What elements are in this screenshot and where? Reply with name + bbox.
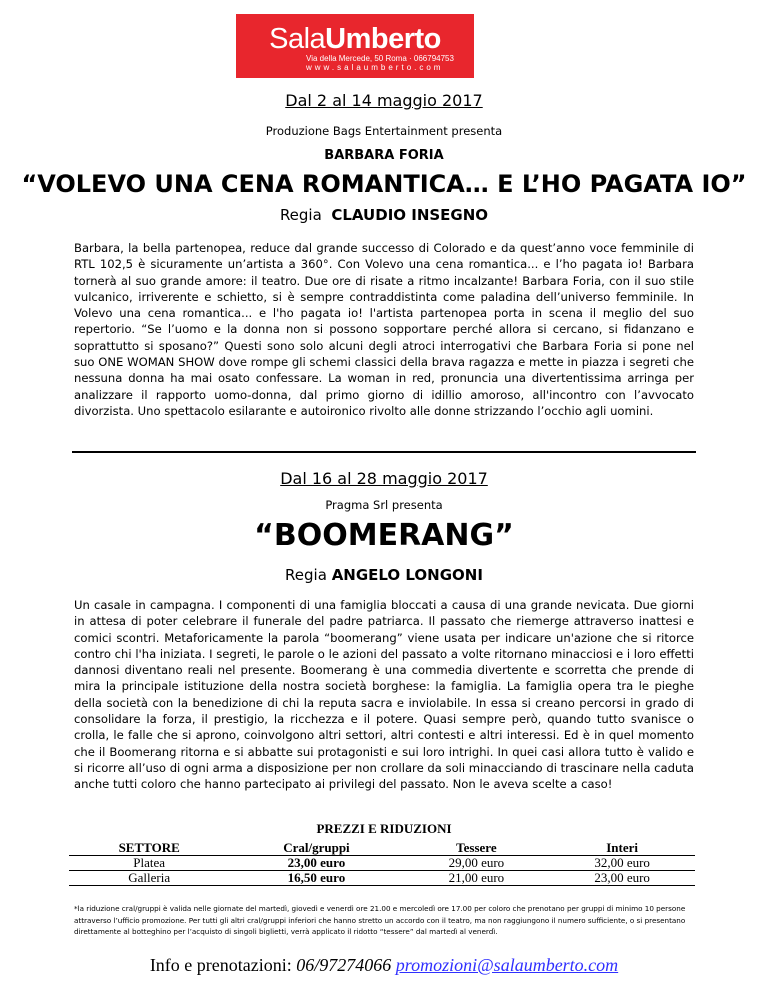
footnote-b: Per tutti gli altri cral/gruppi inferiori che hanno stretto un accordo con il teatro, ma non raggiungono il numero sufficiente, o si presentano direttamente al botteghino per l’acquisto di singoli biglietti, verrà applicato il ridotto “tessere” dal martedì al venerdì.	[74, 915, 686, 936]
logo-wordmark	[236, 24, 474, 54]
prices-title: PREZZI E RIDUZIONI	[316, 821, 452, 836]
show1-producer: Produzione Bags Entertainment presenta	[265, 124, 503, 138]
show1-regia	[0, 206, 768, 224]
row-interi: 32,00 euro	[594, 855, 650, 870]
header-tessere: Tessere	[456, 840, 497, 855]
show2-director: ANGELO LONGONI	[331, 566, 483, 584]
logo-brand-a: Sala	[269, 23, 326, 55]
show2-title: “BOOMERANG”	[254, 518, 514, 553]
show1-date: Dal 2 al 14 maggio 2017	[285, 91, 483, 110]
show2-description: Un casale in campagna. I componenti di una famiglia bloccati a causa di una grande nevicata. Due giorni in attesa di poter celebrare il funerale del padre patriarca. Il passato che riemerge attraverso inattesi e comici scontri. Metaforicamente la parola “boomerang” viene usata per indicare un'azione che si ritorce contro chi l'ha iniziata. I segreti, le parole o le azioni del passato a volte ritornano minacciosi e i loro effetti dannosi diventano reali nel presente. Boomerang è una commedia divertente e scorretta che prende di mira la principale istituzione della nostra società borghese: la famiglia. La famiglia opera tra le pieghe della società con la benedizione di chi la reputa sacra e inviolabile. In essa si creano percorsi in grado di consolidare la forza, il prestigio, la ricchezza e il potere. Quasi sempre però, quando tutto svanisce o crolla, le falle che si aprono, coinvolgono altri settori, altri contesti e altri interessi. Ed è in quel momento che il Boomerang ritorna e si abbatte sui protagonisti e sui loro intrighi. In quei casi allora tutto è valido e si ricorre all’uso di ogni arma a disposizione per non crollare da soli minacciando di trascinare nella caduta anche tutti coloro che hanno partecipato ai privilegi del passato. Non le aveva scelte a caso!	[74, 598, 694, 792]
header-interi: Interi	[606, 840, 639, 855]
show2-regia	[0, 566, 768, 584]
show2-regia-label: Regia	[285, 566, 327, 584]
show2-producer: Pragma Srl presenta	[325, 498, 443, 512]
header-settore: SETTORE	[118, 840, 180, 855]
row-sector: Platea	[133, 855, 166, 870]
show2-date: Dal 16 al 28 maggio 2017	[280, 469, 488, 488]
footnote	[74, 903, 698, 938]
table-row	[69, 856, 695, 871]
row-tessere: 21,00 euro	[448, 870, 505, 885]
footnote-a: *la riduzione cral/gruppi è valida nelle giornate del martedì, giovedì e venerdì ore 21.00 e mercoledì ore 17.00 per coloro che prenotano per gruppi di minimo 10 persone attraverso l’ufficio promozione.	[74, 904, 686, 925]
prices-table	[69, 841, 695, 886]
row-interi: 23,00 euro	[594, 870, 650, 885]
header-cral: Cral/gruppi	[283, 840, 350, 855]
logo-web: www.salaumberto.com	[306, 63, 444, 72]
row-tessere: 29,00 euro	[448, 855, 505, 870]
show1-description: Barbara, la bella partenopea, reduce dal grande successo di Colorado e da quest’anno voce femminile di RTL 102,5 è sicuramente un’artista a 360°. Con Volevo una cena romantica... e l’ho pagata io! Barbara tornerà al suo grande amore: il teatro. Due ore di risate a ritmo incalzante! Barbara Foria, con il suo stile vulcanico, irriverente e schietto, si è sempre contraddistinta come paladina dell’universo femminile. In Volevo una cena romantica... e l'ho pagata io! l'artista partenopea porta in scena il meglio del suo repertorio. “Se l’uomo e la donna non si possono sopportare perché allora si cercano, si fidanzano e soprattutto si sposano?” Questi sono solo alcuni degli atroci interrogativi che Barbara Foria si pone nel suo ONE WOMAN SHOW dove rompe gli schemi classici della brava ragazza e mette in piazza i segreti che nessuna donna ha mai osato confessare. La woman in red, pronuncia una divertentissima arringa per analizzare il rapporto uomo-donna, dal primo giorno di idillio amoroso, all'incontro con l’avvocato divorzista. Uno spettacolo esilarante e autoironico rivolto alle donne strizzando l’occhio agli uomini.	[74, 241, 694, 418]
info-label: Info e prenotazioni:	[149, 955, 292, 975]
prices-header-row	[69, 841, 695, 856]
table-row	[69, 871, 695, 886]
sala-umberto-logo	[236, 14, 474, 78]
row-cral: 23,00 euro	[287, 855, 346, 870]
logo-brand-b: Umberto	[325, 23, 441, 55]
row-cral: 16,50 euro	[287, 870, 346, 885]
show1-artist: BARBARA FORIA	[324, 148, 444, 163]
info-phone: 06/97274066	[296, 955, 392, 975]
info-line	[0, 955, 768, 976]
show1-regia-label: Regia	[279, 206, 322, 224]
email-link[interactable]: promozioni@salaumberto.com	[395, 955, 619, 975]
section-divider	[72, 451, 696, 453]
logo-address: Via della Mercede, 50 Roma · 066794753	[306, 54, 454, 63]
row-sector: Galleria	[128, 870, 171, 885]
show1-title: “VOLEVO UNA CENA ROMANTICA… E L’HO PAGATA IO”	[21, 170, 747, 198]
show1-director: CLAUDIO INSEGNO	[331, 206, 489, 224]
